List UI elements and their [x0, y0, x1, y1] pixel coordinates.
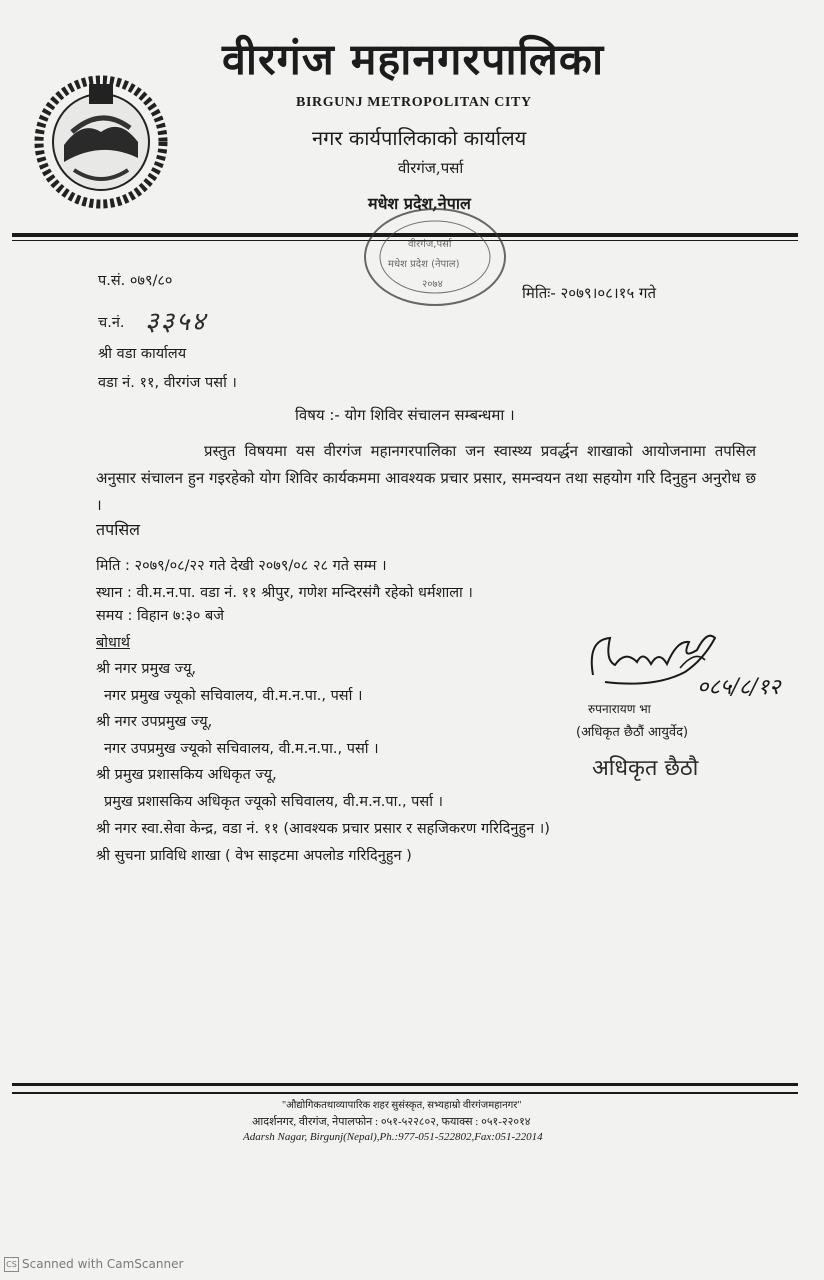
header-place-line1: वीरगंज,पर्सा [398, 159, 464, 177]
office-seal-stamp [360, 205, 510, 310]
cc-item: नगर उपप्रमुख ज्यूको सचिवालय, वी.म.न.पा., पर्सा । [104, 741, 379, 757]
footer-divider-thin [12, 1092, 798, 1094]
signature [585, 620, 790, 705]
schedule-place: स्थान : वी.म.न.पा. वडा नं. ११ श्रीपुर, गणेश मन्दिरसंगै रहेको धर्मशाला । [96, 585, 473, 601]
cc-item: श्री नगर स्वा.सेवा केन्द्र, वडा नं. ११ (आवश्यक प्रचार प्रसार र सहजिकरण गरिदिनुहुन ।) [96, 821, 550, 837]
letter-body: प्रस्तुत विषयमा यस वीरगंज महानगरपालिका जन स्वास्थ्य प्रवर्द्धन शाखाको आयोजनामा तपसिल अनुसार संचालन हुन गइरहेको योग शिविर कार्यकममा आवश्यक प्रचार प्रसार, समन्वयन तथा सहयोग गरि दिनुहुन अनुरोध छ । [96, 442, 756, 514]
footer-divider [12, 1083, 798, 1086]
schedule-date: मिति : २०७९/०८/२२ गते देखी २०७९/०८ २८ गते सम्म । [96, 558, 387, 574]
cc-item: प्रमुख प्रशासकिय अधिकृत ज्यूको सचिवालय, वी.म.न.पा., पर्सा । [104, 794, 444, 810]
designation-stamp: अधिकृत छैठौ [592, 756, 699, 781]
recipient-line1: श्री वडा कार्यालय [98, 346, 187, 362]
cc-heading: बोधार्थ [96, 635, 130, 651]
stamp-text-line1: वीरगंज,पर्सा [408, 239, 452, 250]
watermark-text: Scanned with CamScanner [22, 1257, 184, 1271]
footer-address-nepali: आदर्शनगर, वीरगंज, नेपालफोन : ०५१-५२२८०२, फयाक्स : ०५१-२२०१४ [252, 1116, 531, 1128]
camscanner-watermark [4, 1257, 183, 1272]
municipality-logo [34, 70, 169, 210]
signatory-name: रुपनारायण भा [588, 702, 651, 716]
footer-address-english: Adarsh Nagar, Birgunj(Nepal),Ph.:977-051-522802,Fax:051-22014 [243, 1131, 543, 1143]
signature-date: ०८५/८/१२ [697, 675, 781, 700]
stamp-text-line2: मधेश प्रदेश (नेपाल) [388, 259, 460, 270]
dispatch-number-handwritten: ३३५४ [145, 307, 208, 337]
header-title-english: BIRGUNJ METROPOLITAN CITY [296, 95, 532, 110]
header-office: नगर कार्यपालिकाको कार्यालय [312, 126, 527, 150]
footer-slogan: "औद्योगिकतथाव्यापारिक शहर सुसंस्कृत, सभ्यहाम्रो वीरगंजमहानगर" [282, 1100, 522, 1111]
cc-item: श्री नगर प्रमुख ज्यू, [96, 661, 197, 677]
header-title-nepali: वीरगंज महानगरपालिका [222, 35, 605, 85]
cc-item: श्री सुचना प्राविधि शाखा ( वेभ साइटमा अपलोड गरिदिनुहुन ) [96, 848, 412, 864]
cc-item: नगर प्रमुख ज्यूको सचिवालय, वी.म.न.पा., पर्सा । [104, 688, 363, 704]
dispatch-label: च.नं. [98, 315, 125, 331]
camscanner-logo-icon: CS [4, 1257, 19, 1272]
reference-number: प.सं. ०७९/८० [98, 273, 173, 289]
recipient-line2: वडा नं. ११, वीरगंज पर्सा । [98, 375, 237, 391]
cc-item: श्री नगर उपप्रमुख ज्यू, [96, 714, 213, 730]
letter-subject: विषय :- योग शिविर संचालन सम्बन्धमा । [295, 406, 515, 424]
schedule-heading: तपसिल [96, 520, 141, 539]
stamp-text-line3: २०७४ [422, 279, 443, 290]
header-place-line2: मधेश प्रदेश,नेपाल [368, 194, 471, 213]
cc-item: श्री प्रमुख प्रशासकिय अधिकृत ज्यू, [96, 767, 277, 783]
letter-date: मितिः- २०७९।०८।१५ गते [522, 284, 657, 302]
signatory-designation: (अधिकृत छैठौं आयुर्वेद) [576, 725, 689, 740]
schedule-time: समय : विहान ७:३० बजे [96, 608, 225, 624]
